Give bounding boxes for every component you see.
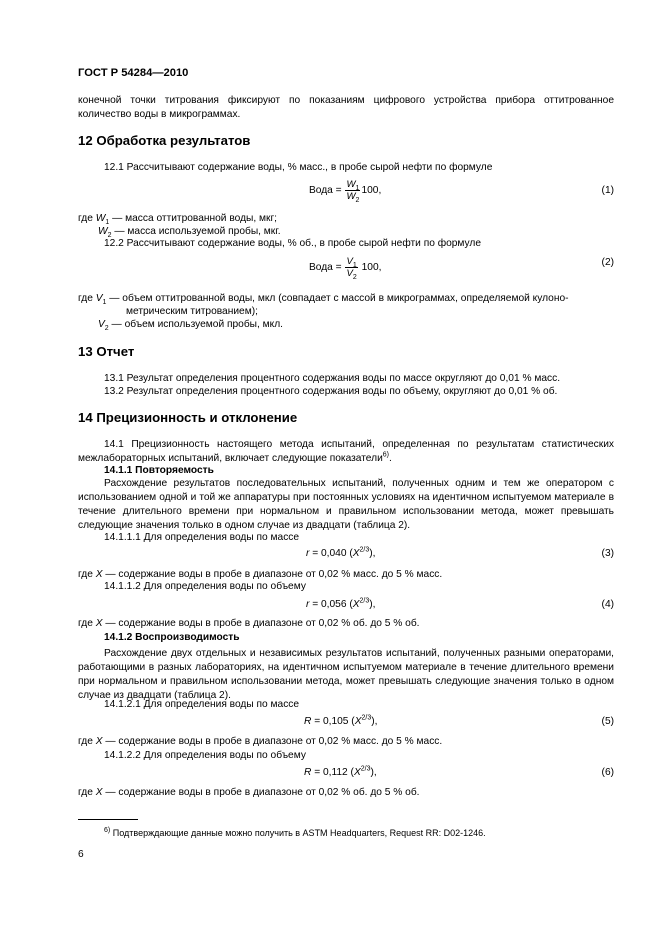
document-header: ГОСТ Р 54284—2010 xyxy=(78,67,189,79)
equation-number-5: (5) xyxy=(601,716,614,727)
section-13-title: 13 Отчет xyxy=(78,344,135,359)
para-13-1: 13.1 Результат определения процентного содержания воды по массе округляют до 0,01 % масс. xyxy=(104,373,561,384)
equation-number-6: (6) xyxy=(601,767,614,778)
equation-number-1: (1) xyxy=(601,185,614,196)
formula-5: R = 0,105 $(X^{2/3})$, xyxy=(304,714,378,727)
subpara-14-1-2-1: 14.1.2.1 Для определения воды по массе xyxy=(104,699,300,710)
equation-number-2: (2) xyxy=(601,257,614,268)
subpara-14-1-2-2: 14.1.2.2 Для определения воды по объему xyxy=(104,750,306,761)
where-x-5: где X — содержание воды в пробе в диапазоне от 0,02 % масс. до 5 % масс. xyxy=(78,736,443,747)
page-number: 6 xyxy=(78,849,84,860)
where-x-3: где X — содержание воды в пробе в диапазоне от 0,02 % масс. до 5 % масс. xyxy=(78,569,443,580)
where-v1: где $V_1$ — объем оттитрованной воды, мкл (совпадает с массой в микрограммах, определяемой кулоно- xyxy=(78,293,569,307)
section-12-title: 12 Обработка результатов xyxy=(78,133,251,148)
para-12-2: 12.2 Рассчитывают содержание воды, % об., в пробе сырой нефти по формуле xyxy=(104,238,482,249)
para-13-2: 13.2 Результат определения процентного содержания воды по объему, округляют до 0,01 % об. xyxy=(104,386,558,397)
where-w1: где $W_1$ — масса оттитрованной воды, мкг; xyxy=(78,213,278,227)
formula-4: r = 0,056 $(X^{2/3})$, xyxy=(306,597,376,610)
heading-14-1-1: 14.1.1 Повторяемость xyxy=(104,465,214,476)
formula-6: R = 0,112 $(X^{2/3})$, xyxy=(304,765,377,778)
para-12-1: 12.1 Рассчитывают содержание воды, % масс., в пробе сырой нефти по формуле xyxy=(104,162,493,173)
para-14-1-2: Расхождение двух отдельных и независимых результатов испытаний, полученных разными операторами, работающими в разных лабораториях, на идентичном испытуемом материале в течение длительного времени при нормальном и правильном использовании метода, может превышать следующие значения только в одном случае из двадцати (таблица 2). xyxy=(78,648,614,701)
subpara-14-1-1-2: 14.1.1.2 Для определения воды по объему xyxy=(104,581,306,592)
intro-paragraph: конечной точки титрования фиксируют по показаниям цифрового устройства прибора оттитрованное количество воды в микрограммах. xyxy=(78,95,614,120)
equation-number-4: (4) xyxy=(601,599,614,610)
equation-number-3: (3) xyxy=(601,548,614,559)
heading-14-1-2: 14.1.2 Воспроизводимость xyxy=(104,632,240,643)
para-14-1-1: Расхождение результатов последовательных испытаний, полученных одним и тем же оператором с использованием одной и той же аппаратуры при постоянных условиях на идентичном испытуемом материале в течение длительного времени при нормальном и правильном использовании метода, может превышать следующие значения только в одном случае из двадцати (таблица 2). xyxy=(78,478,614,531)
where-v1-cont: метрическим титрованием); xyxy=(126,306,258,317)
formula-2: Вода = $\frac{V_1}{V_2}$ 100, xyxy=(309,256,382,281)
footnote-6: $^{6)}$ Подтверждающие данные можно получить в ASTM Headquarters, Request RR: D02-1246. xyxy=(104,827,486,838)
para-14-1: 14.1 Прецизионность настоящего метода испытаний, определенная по результатам статистических межлабораторных испытаний, включает следующие показатели$^{6)}$. xyxy=(78,439,614,464)
where-x-4: где X — содержание воды в пробе в диапазоне от 0,02 % об. до 5 % об. xyxy=(78,618,420,629)
footnote-divider xyxy=(78,819,138,820)
fraction-v1-v2: $\frac{V_1}{V_2}$ xyxy=(346,256,357,281)
where-x-6: где X — содержание воды в пробе в диапазоне от 0,02 % об. до 5 % об. xyxy=(78,787,420,798)
where-w2: $W_2$ — масса используемой пробы, мкг. xyxy=(98,226,281,240)
section-14-title: 14 Прецизионность и отклонение xyxy=(78,410,298,425)
formula-1: Вода = $\frac{W_1}{W_2}$ 100, xyxy=(309,179,382,204)
formula-3: r = 0,040 $(X^{2/3})$, xyxy=(306,546,376,559)
where-v2: $V_2$ — объем используемой пробы, мкл. xyxy=(98,319,283,333)
fraction-w1-w2: $\frac{W_1}{W_2}$ xyxy=(346,179,360,204)
subpara-14-1-1-1: 14.1.1.1 Для определения воды по массе xyxy=(104,532,300,543)
